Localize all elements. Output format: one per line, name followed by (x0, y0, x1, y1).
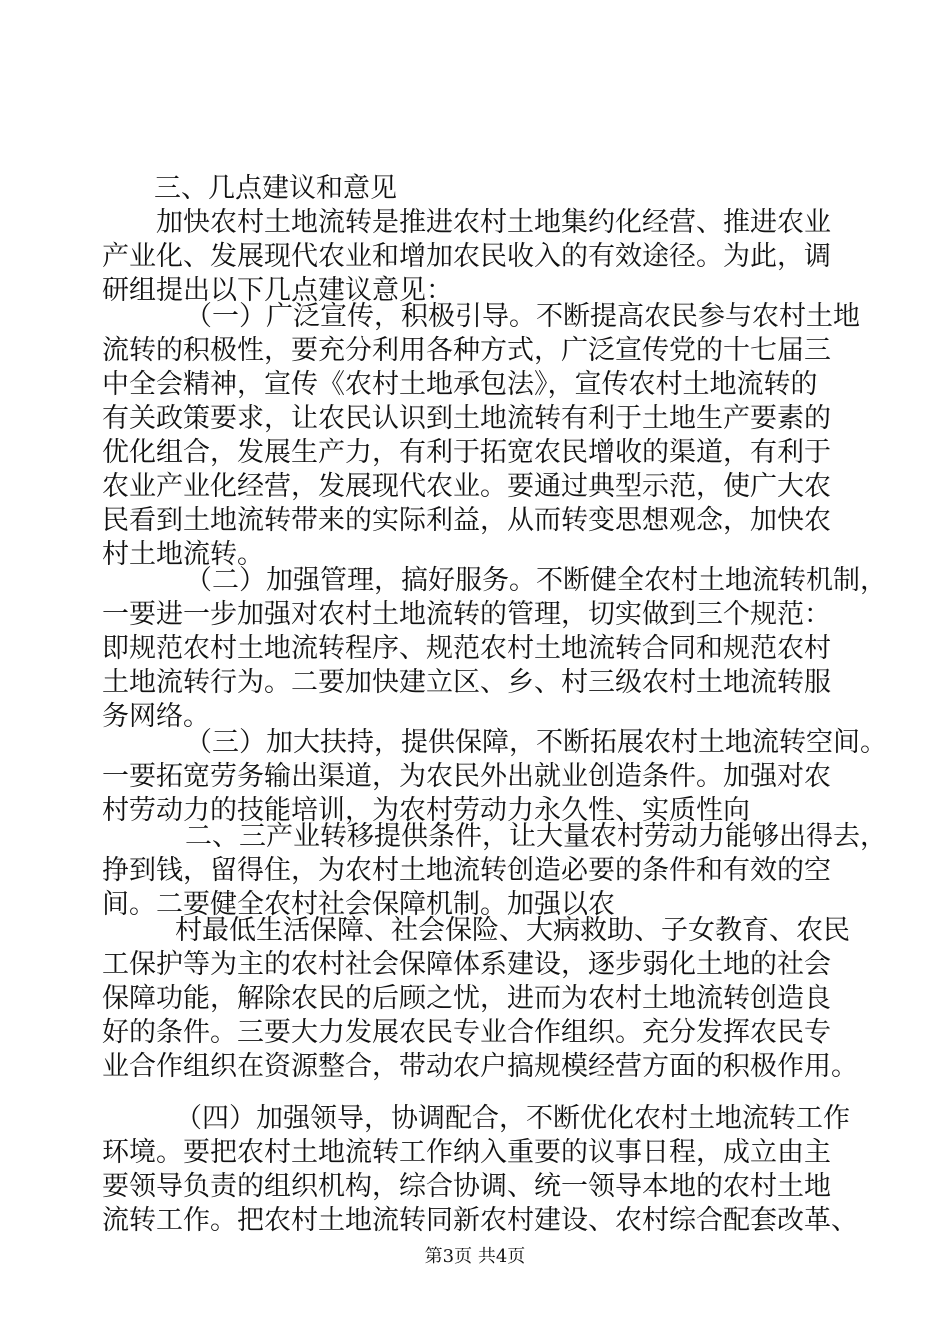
paragraph-line: 优化组合，发展生产力，有利于拓宽农民增收的渠道，有利于 (102, 437, 831, 468)
paragraph-line: 土地流转行为。二要加快建立区、乡、村三级农村土地流转服 (102, 667, 831, 698)
paragraph-line: 工保护等为主的农村社会保障体系建设，逐步弱化土地的社会 (102, 949, 831, 980)
paragraph-line: 一要拓宽劳务输出渠道，为农民外出就业创造条件。加强对农 (102, 761, 831, 792)
paragraph-line: 村劳动力的技能培训，为农村劳动力永久性、实质性向 (102, 795, 750, 826)
section-heading: 三、几点建议和意见 (154, 173, 397, 204)
paragraph-line: 加快农村土地流转是推进农村土地集约化经营、推进农业 (156, 207, 831, 238)
paragraph-line: 中全会精神，宣传《农村土地承包法》，宣传农村土地流转的 (102, 369, 818, 400)
paragraph-line: 村土地流转。 (102, 539, 264, 570)
paragraph-line: 研组提出以下几点建议意见： (102, 275, 453, 306)
paragraph-line: 要领导负责的组织机构，综合协调、统一领导本地的农村土地 (102, 1171, 831, 1202)
paragraph-line: 环境。要把农村土地流转工作纳入重要的议事日程，成立由主 (102, 1137, 831, 1168)
paragraph-line: （三）加大扶持，提供保障，不断拓展农村土地流转空间。 (185, 727, 887, 758)
paragraph-line: 务网络。 (102, 701, 210, 732)
paragraph-line: 流转的积极性，要充分利用各种方式，广泛宣传党的十七届三 (102, 335, 831, 366)
paragraph-line: 好的条件。三要大力发展农民专业合作组织。充分发挥农民专 (102, 1017, 831, 1048)
page-footer: 第3页 共4页 (424, 1246, 526, 1267)
paragraph-line: 间。二要健全农村社会保障机制。加强以农 (102, 889, 615, 920)
paragraph-line: 二、三产业转移提供条件，让大量农村劳动力能够出得去， (185, 821, 887, 852)
paragraph-line: 保障功能，解除农民的后顾之忧，进而为农村土地流转创造良 (102, 983, 831, 1014)
paragraph-line: （四）加强领导，协调配合，不断优化农村土地流转工作 (175, 1103, 850, 1134)
paragraph-line: （二）加强管理，搞好服务。不断健全农村土地流转机制， (185, 565, 887, 596)
paragraph-line: （一）广泛宣传，积极引导。不断提高农民参与农村土地 (185, 301, 860, 332)
paragraph-line: 民看到土地流转带来的实际利益，从而转变思想观念，加快农 (102, 505, 831, 536)
paragraph-line: 有关政策要求，让农民认识到土地流转有利于土地生产要素的 (102, 403, 831, 434)
paragraph-line: 挣到钱，留得住，为农村土地流转创造必要的条件和有效的空 (102, 855, 831, 886)
paragraph-line: 农业产业化经营，发展现代农业。要通过典型示范，使广大农 (102, 471, 831, 502)
paragraph-line: 业合作组织在资源整合，带动农户搞规模经营方面的积极作用。 (102, 1051, 858, 1082)
paragraph-line: 村最低生活保障、社会保险、大病救助、子女教育、农民 (175, 915, 850, 946)
paragraph-line: 一要进一步加强对农村土地流转的管理，切实做到三个规范： (102, 599, 831, 630)
paragraph-line: 流转工作。把农村土地流转同新农村建设、农村综合配套改革、 (102, 1205, 858, 1236)
paragraph-line: 即规范农村土地流转程序、规范农村土地流转合同和规范农村 (102, 633, 831, 664)
paragraph-line: 产业化、发展现代农业和增加农民收入的有效途径。为此，调 (102, 241, 831, 272)
